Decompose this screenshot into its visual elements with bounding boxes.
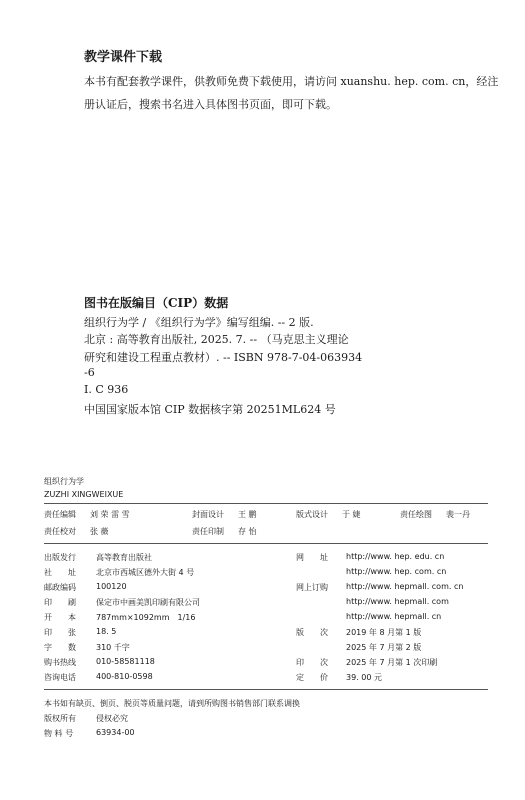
editor-value: 于 婕 — [342, 510, 361, 519]
order-url: http://www. hepmall. cn — [346, 612, 442, 621]
pub-label: 印 刷 — [44, 598, 76, 607]
rights-value: 侵权必究 — [96, 714, 128, 723]
pub-label: 字 数 — [44, 643, 76, 652]
book-title-cn: 组织行为学 — [44, 477, 84, 486]
editor-label: 责任印制 — [192, 527, 224, 536]
edition-value: 2025 年 7 月第 2 版 — [346, 643, 422, 652]
pub-label: 社 址 — [44, 568, 76, 577]
cip-line: -6 — [84, 366, 95, 379]
pub-label: 网 址 — [296, 553, 328, 562]
material-number-value: 63934-00 — [96, 728, 135, 737]
printing-value: 2025 年 7 月第 1 次印刷 — [346, 658, 438, 667]
editor-label: 封面设计 — [192, 510, 224, 519]
rights-label: 版权所有 — [44, 714, 76, 723]
edition-value: 2019 年 8 月第 1 版 — [346, 628, 422, 637]
editor-value: 裴一丹 — [446, 510, 470, 519]
pub-label: 开 本 — [44, 613, 76, 622]
divider — [44, 503, 488, 504]
cip-line: 组织行为学 / 《组织行为学》编写组编. -- 2 版. — [84, 316, 314, 329]
editor-value: 存 怡 — [238, 527, 257, 536]
editor-value: 王 鹏 — [238, 510, 257, 519]
divider — [44, 543, 488, 544]
pub-label: 购书热线 — [44, 658, 76, 667]
pub-value: 400-810-0598 — [96, 672, 153, 681]
pub-value: 高等教育出版社 — [96, 553, 152, 562]
pub-value: 010-58581118 — [96, 657, 155, 666]
download-instructions-line-2: 册认证后，搜索书名进入具体图书页面，即可下载。 — [84, 98, 337, 111]
pub-value: 787mm×1092mm 1/16 — [96, 613, 196, 622]
pub-label: 网上订购 — [296, 583, 328, 592]
material-number-label: 物 料 号 — [44, 729, 74, 738]
pub-label: 印 次 — [296, 658, 328, 667]
editor-label: 责任校对 — [44, 527, 76, 536]
website-url: http://www. hep. edu. cn — [346, 552, 445, 561]
pub-label: 版 次 — [296, 628, 328, 637]
pub-value: 北京市西城区德外大街 4 号 — [96, 568, 195, 577]
editor-label: 版式设计 — [296, 510, 328, 519]
cip-title: 图书在版编目（CIP）数据 — [84, 296, 229, 310]
cip-line: 研究和建设工程重点教材）. -- ISBN 978-7-04-063934 — [84, 351, 363, 364]
download-instructions-line-1: 本书有配套教学课件，供教师免费下载使用，请访问 xuanshu. hep. com. cn，经注 — [84, 75, 499, 88]
pub-value: 保定市中画美凯印刷有限公司 — [96, 598, 200, 607]
pub-label: 咨询电话 — [44, 673, 76, 682]
pub-value: 100120 — [96, 582, 127, 591]
download-section-title: 教学课件下载 — [84, 50, 163, 65]
cip-line: 北京 : 高等教育出版社, 2025. 7. -- （马克思主义理论 — [84, 333, 349, 346]
cip-classification: Ⅰ. C 936 — [84, 383, 129, 396]
editor-value: 刘 荣 雷 雪 — [90, 510, 130, 519]
pub-value: 18. 5 — [96, 627, 117, 636]
divider — [44, 689, 488, 690]
quality-notice: 本书如有缺页、倒页、脱页等质量问题，请到所购图书销售部门联系调换 — [44, 699, 300, 708]
price-value: 39. 00 元 — [346, 673, 382, 682]
editor-label: 责任绘图 — [400, 510, 432, 519]
order-url: http://www. hepmall. com. cn — [346, 582, 464, 591]
cip-verification-number: 中国国家版本馆 CIP 数据核字第 20251ML624 号 — [84, 403, 336, 416]
editor-label: 责任编辑 — [44, 510, 76, 519]
website-url: http://www. hep. com. cn — [346, 567, 447, 576]
order-url: http://www. hepmall. com — [346, 597, 449, 606]
editor-value: 张 薇 — [90, 527, 109, 536]
pub-label: 印 张 — [44, 628, 76, 637]
pub-label: 定 价 — [296, 673, 328, 682]
pub-label: 邮政编码 — [44, 583, 76, 592]
book-title-pinyin: ZUZHI XINGWEIXUE — [44, 490, 124, 499]
pub-value: 310 千字 — [96, 643, 130, 652]
pub-label: 出版发行 — [44, 553, 76, 562]
